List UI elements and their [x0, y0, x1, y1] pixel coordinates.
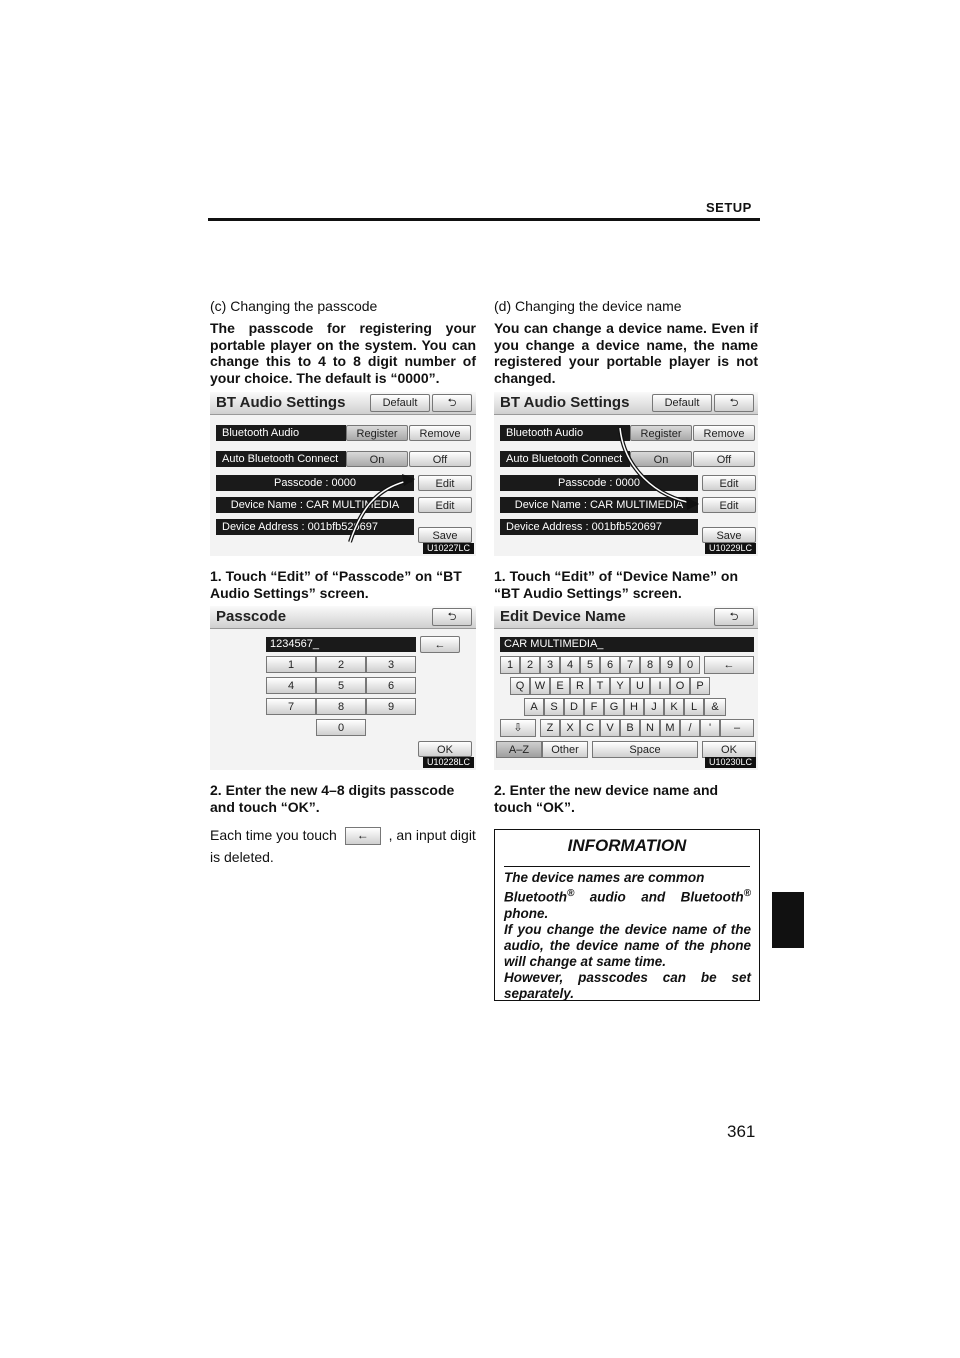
information-text	[504, 870, 751, 1002]
row-device-name: Device Name : CAR MULTIMEDIA	[500, 497, 698, 513]
key-d[interactable]: D	[564, 698, 584, 716]
pointer-arrow-icon	[494, 392, 758, 556]
key-o[interactable]: O	[670, 677, 690, 695]
key-n[interactable]: N	[640, 719, 660, 737]
row-passcode: Passcode : 0000	[216, 475, 414, 491]
heading-passcode: (c) Changing the passcode	[210, 298, 378, 314]
step-2-device-name: 2. Enter the new device name and touch “OK”.	[494, 782, 719, 815]
key-j[interactable]: J	[644, 698, 664, 716]
other-button[interactable]: Other	[542, 741, 588, 758]
remove-button[interactable]: Remove	[409, 425, 471, 441]
figure-code: U10229LC	[705, 543, 756, 554]
save-button[interactable]: Save	[418, 527, 472, 543]
key-g[interactable]: G	[604, 698, 624, 716]
key-4[interactable]: 4	[266, 677, 316, 694]
key-2[interactable]: 2	[520, 656, 540, 674]
backspace-arrow-icon: ←	[434, 639, 446, 651]
back-arrow-icon: ⮌	[729, 611, 739, 623]
step-1-device-name: 1. Touch “Edit” of “Device Name” on “BT Audio Settings” screen.	[494, 568, 739, 601]
key-q[interactable]: Q	[510, 677, 530, 695]
figure-code: U10228LC	[423, 757, 474, 768]
back-button[interactable]	[432, 608, 472, 626]
pointer-arrow-icon	[210, 392, 476, 556]
backspace-key-icon: ←	[345, 827, 381, 845]
row-device-name: Device Name : CAR MULTIMEDIA	[216, 497, 414, 513]
edit-device-name-button[interactable]: Edit	[418, 497, 472, 513]
key-f[interactable]: F	[584, 698, 604, 716]
note-after: , an input digit is deleted.	[210, 827, 476, 865]
key-apostrophe[interactable]: '	[700, 719, 720, 737]
screen-title: Passcode	[216, 608, 287, 625]
key-k[interactable]: K	[664, 698, 684, 716]
az-button[interactable]: A–Z	[496, 741, 542, 758]
default-button[interactable]: Default	[370, 394, 430, 412]
default-button[interactable]: Default	[652, 394, 712, 412]
row-passcode: Passcode : 0000	[500, 475, 698, 491]
note-before: Each time you touch	[210, 827, 337, 843]
key-0[interactable]: 0	[316, 719, 366, 736]
info-line-5: However, passcodes can be set separately.	[504, 969, 751, 1001]
key-u[interactable]: U	[630, 677, 650, 695]
info-line-4: If you change the device name of the audio, the device name of the phone will change at same time.	[504, 921, 751, 969]
shift-button[interactable]	[500, 719, 536, 737]
header-rule	[208, 218, 760, 221]
key-h[interactable]: H	[624, 698, 644, 716]
back-arrow-icon: ⮌	[729, 397, 739, 409]
passcode-input[interactable]: 1234567_	[266, 637, 416, 652]
key-3[interactable]: 3	[540, 656, 560, 674]
save-button[interactable]: Save	[702, 527, 756, 543]
key-e[interactable]: E	[550, 677, 570, 695]
bt-audio-settings-screen	[210, 392, 476, 556]
bt-audio-settings-screen-2	[494, 392, 758, 556]
on-button[interactable]: On	[346, 451, 408, 467]
edit-passcode-button[interactable]: Edit	[702, 475, 756, 491]
edit-device-name-button[interactable]: Edit	[702, 497, 756, 513]
screen-title: Edit Device Name	[500, 608, 626, 625]
key-s[interactable]: S	[544, 698, 564, 716]
register-button[interactable]: Register	[346, 425, 408, 441]
backspace-button[interactable]	[704, 656, 754, 674]
key-8[interactable]: 8	[316, 698, 366, 715]
key-x[interactable]: X	[560, 719, 580, 737]
key-4[interactable]: 4	[560, 656, 580, 674]
back-button[interactable]	[714, 608, 754, 626]
key-t[interactable]: T	[590, 677, 610, 695]
key-l[interactable]: L	[684, 698, 704, 716]
info-line-2: Bluetooth® audio and Bluetooth®	[504, 888, 751, 905]
row-device-address: Device Address : 001bfb520697	[216, 519, 414, 535]
info-line-1: The device names are common	[504, 870, 705, 885]
info-divider	[504, 866, 750, 867]
section-header: SETUP	[706, 200, 752, 215]
space-button[interactable]: Space	[592, 741, 698, 758]
heading-device-name: (d) Changing the device name	[494, 298, 682, 314]
on-button[interactable]: On	[630, 451, 692, 467]
key-9[interactable]: 9	[660, 656, 680, 674]
key-dash[interactable]: –	[720, 719, 754, 737]
key-6[interactable]: 6	[600, 656, 620, 674]
key-v[interactable]: V	[600, 719, 620, 737]
key-z[interactable]: Z	[540, 719, 560, 737]
row-auto-connect: Auto Bluetooth Connect	[216, 451, 346, 467]
key-7[interactable]: 7	[266, 698, 316, 715]
information-title: INFORMATION	[567, 836, 687, 855]
step-2-passcode: 2. Enter the new 4–8 digits passcode and touch “OK”.	[210, 782, 455, 815]
intro-device-name: You can change a device name. Even if you change a device name, the name registered your portable player is not changed.	[494, 320, 758, 386]
key-1[interactable]: 1	[500, 656, 520, 674]
register-button[interactable]: Register	[630, 425, 692, 441]
key-m[interactable]: M	[660, 719, 680, 737]
ok-button[interactable]: OK	[418, 741, 472, 757]
figure-code: U10227LC	[423, 543, 474, 554]
key-a[interactable]: A	[524, 698, 544, 716]
backspace-arrow-icon: ←	[723, 659, 735, 671]
key-5[interactable]: 5	[580, 656, 600, 674]
key-3[interactable]: 3	[366, 656, 416, 673]
information-box	[494, 829, 760, 1001]
off-button[interactable]: Off	[693, 451, 755, 467]
key-w[interactable]: W	[530, 677, 550, 695]
key-ampersand[interactable]: &	[704, 698, 726, 716]
key-8[interactable]: 8	[640, 656, 660, 674]
key-r[interactable]: R	[570, 677, 590, 695]
key-5[interactable]: 5	[316, 677, 366, 694]
screen-title: BT Audio Settings	[500, 394, 630, 411]
row-device-address: Device Address : 001bfb520697	[500, 519, 698, 535]
key-6[interactable]: 6	[366, 677, 416, 694]
key-9[interactable]: 9	[366, 698, 416, 715]
device-name-input[interactable]: CAR MULTIMEDIA_	[500, 637, 754, 652]
back-arrow-icon: ⮌	[447, 611, 457, 623]
key-1[interactable]: 1	[266, 656, 316, 673]
screen-title: BT Audio Settings	[216, 394, 346, 411]
key-y[interactable]: Y	[610, 677, 630, 695]
page-number: 361	[727, 1122, 756, 1141]
figure-code: U10230LC	[705, 757, 756, 768]
key-p[interactable]: P	[690, 677, 710, 695]
key-c[interactable]: C	[580, 719, 600, 737]
info-line-3: phone.	[504, 905, 549, 921]
edit-device-name-screen	[494, 606, 758, 770]
remove-button[interactable]: Remove	[693, 425, 755, 441]
row-bluetooth-audio: Bluetooth Audio	[500, 425, 630, 441]
key-7[interactable]: 7	[620, 656, 640, 674]
shift-icon: ⇩	[513, 722, 523, 734]
back-arrow-icon: ⮌	[447, 397, 457, 409]
key-slash[interactable]: /	[680, 719, 700, 737]
backspace-button[interactable]	[420, 636, 460, 653]
row-bluetooth-audio: Bluetooth Audio	[216, 425, 346, 441]
edit-passcode-button[interactable]: Edit	[418, 475, 472, 491]
key-2[interactable]: 2	[316, 656, 366, 673]
step-1-passcode: 1. Touch “Edit” of “Passcode” on “BT Audio Settings” screen.	[210, 568, 462, 601]
off-button[interactable]: Off	[409, 451, 471, 467]
key-b[interactable]: B	[620, 719, 640, 737]
passcode-screen	[210, 606, 476, 770]
chapter-tab	[772, 892, 804, 948]
key-0[interactable]: 0	[680, 656, 700, 674]
row-auto-connect: Auto Bluetooth Connect	[500, 451, 630, 467]
intro-passcode: The passcode for registering your portable player on the system. You can change this to 4 to 8 digit number of your choice. The default is “0000”.	[210, 320, 476, 386]
note-backspace	[210, 824, 480, 868]
key-i[interactable]: I	[650, 677, 670, 695]
ok-button[interactable]: OK	[702, 741, 756, 758]
